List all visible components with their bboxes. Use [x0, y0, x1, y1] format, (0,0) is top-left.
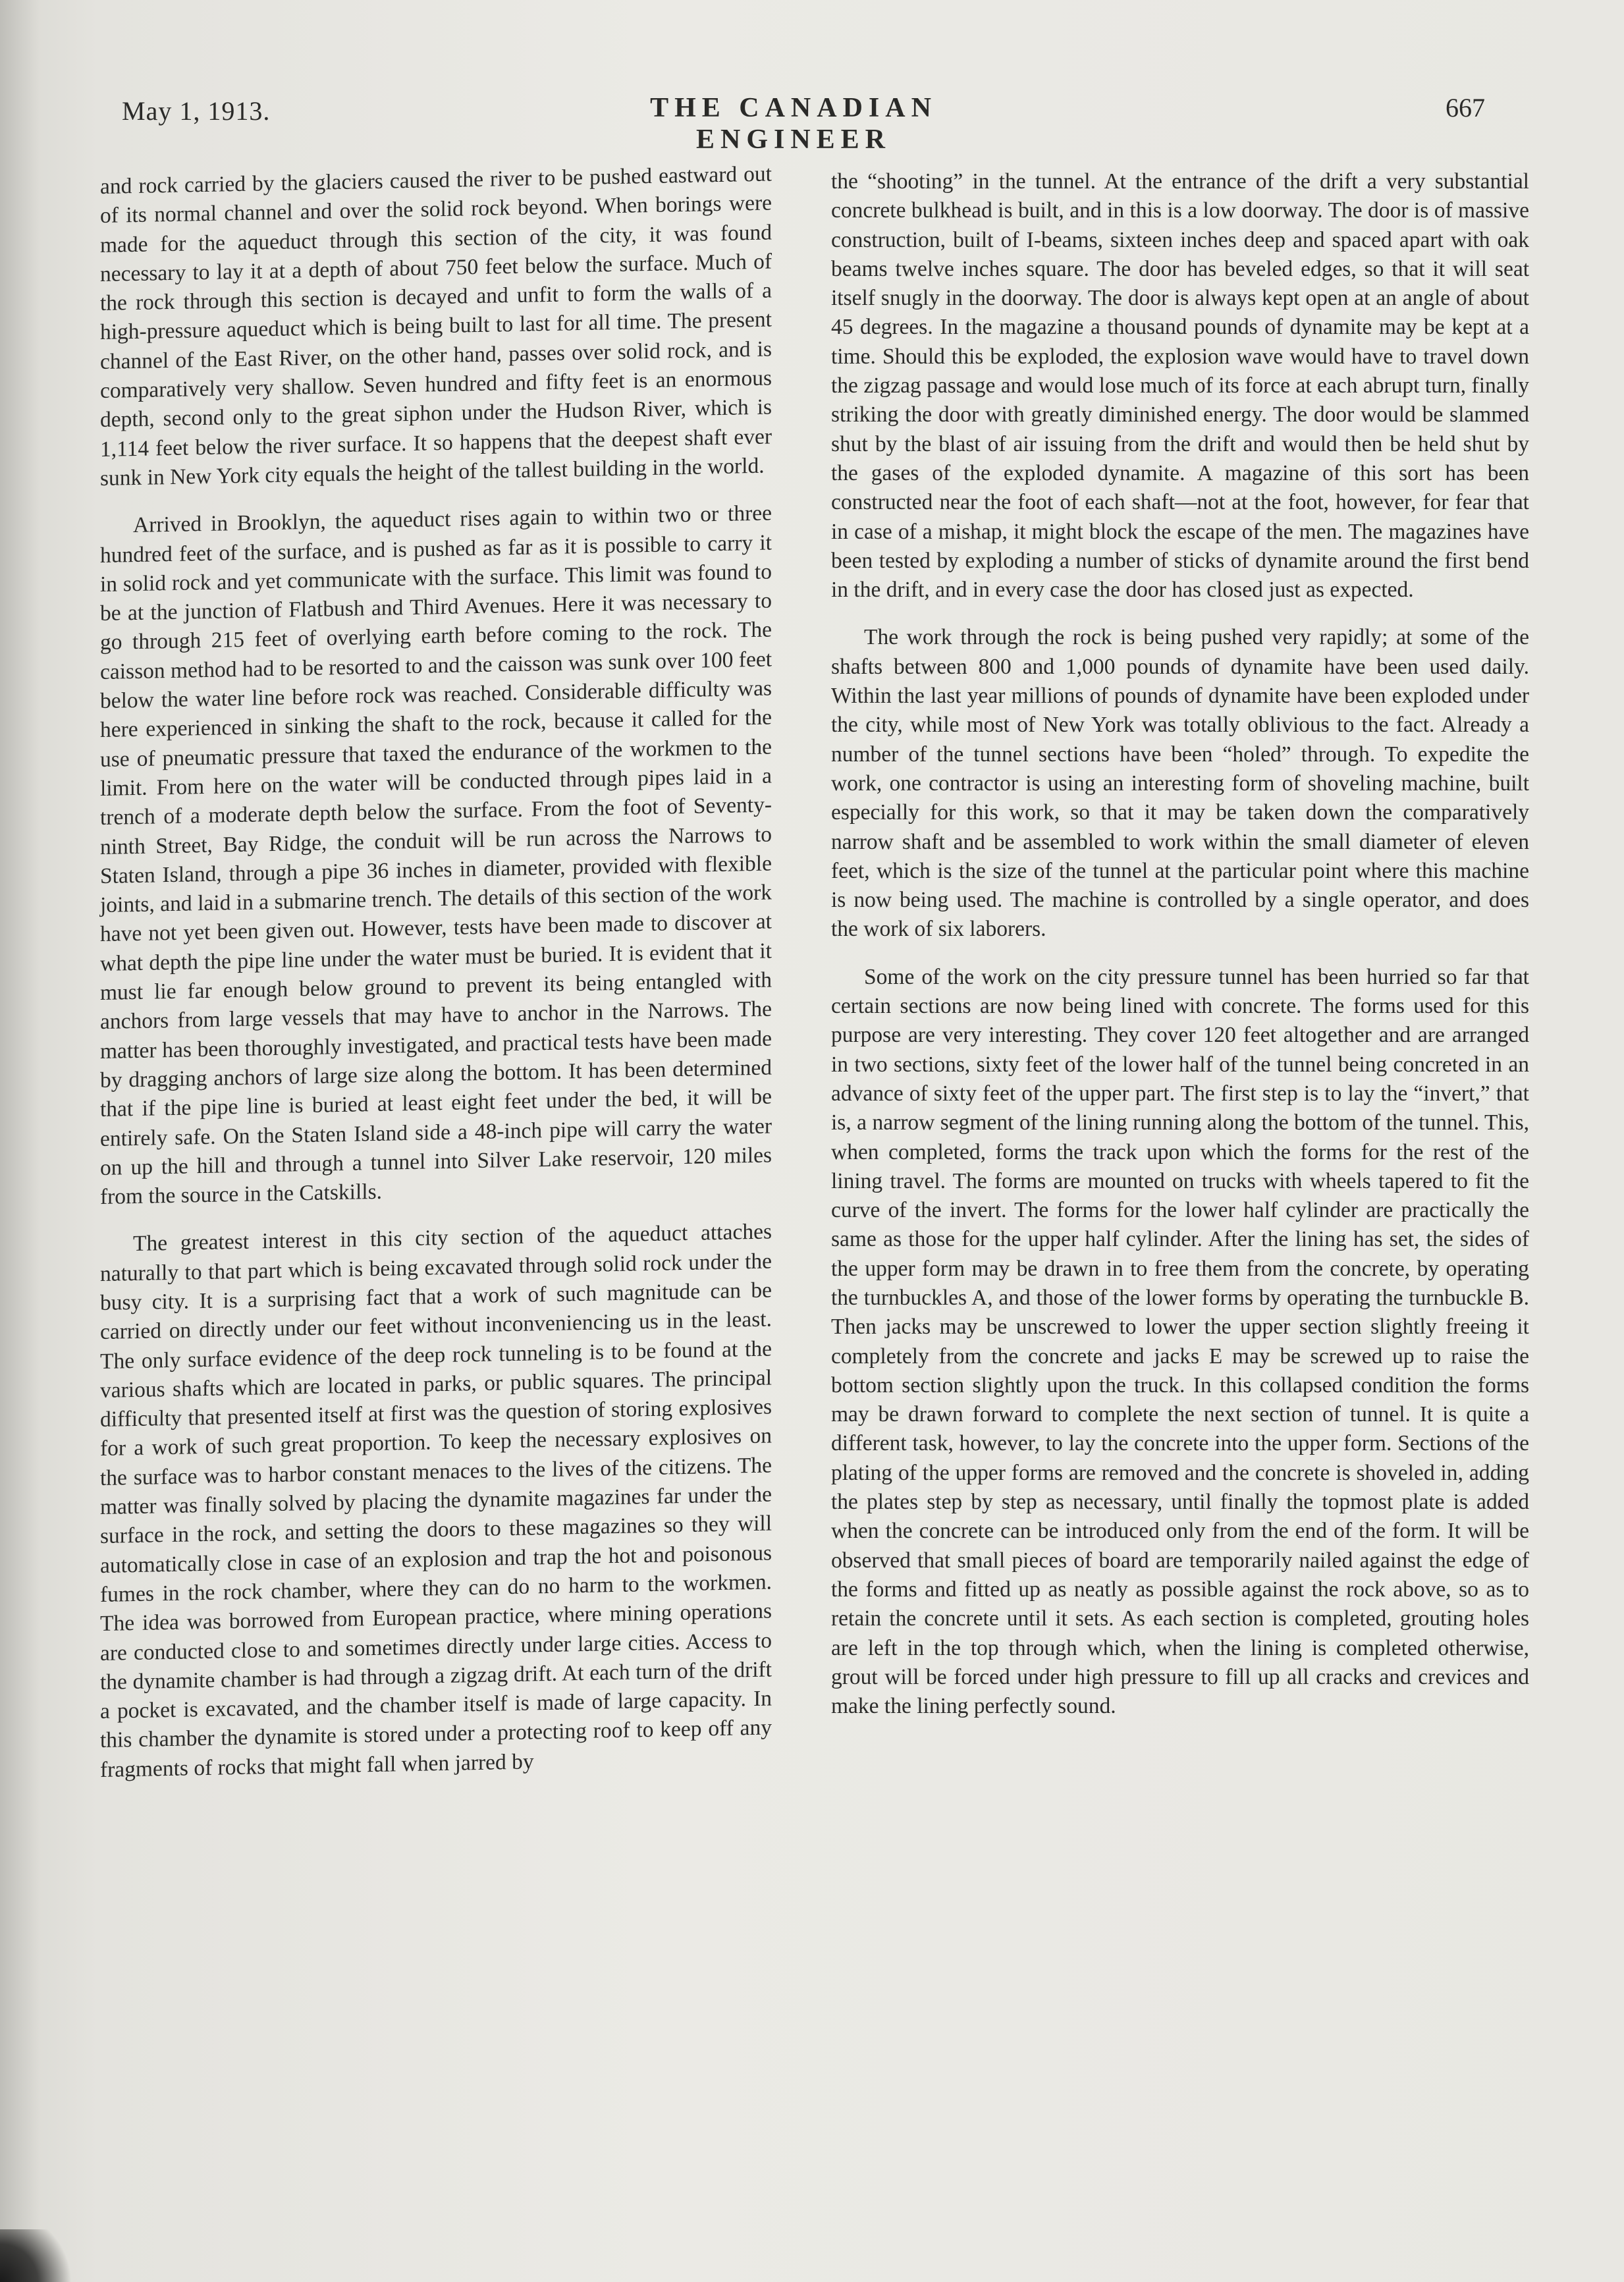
paragraph: and rock carried by the glaciers caused the river to be pushed eastward out of its normal channel and over the solid rock beyond. When borings were made for the aqueduct through this section of the city, it was found necessary to lay it at a depth of about 750 feet below the surface. Much of the rock through this section is decayed and unfit to form the walls of a high-pressure aqueduct which is being built to last for all time. The present channel of the East River, on the other hand, passes over solid rock, and is comparatively very shallow. Seven hundred and fifty feet is an enormous depth, second only to the great siphon under the Hudson River, which is 1,114 feet below the river surface. It so happens that the deepest shaft ever sunk in New York city equals the height of the tallest building in the world.: [100, 161, 772, 491]
right-column: [831, 167, 1529, 1721]
paragraph: The greatest interest in this city section of the aqueduct attaches naturally to that part which is being excavated through solid rock under the busy city. It is a surprising fact that a work of such magnitude can be carried on directly under our feet without inconveniencing us in the least. The only surface evidence of the deep rock tunneling is to be found at the various shafts which are located in parks, or public squares. The principal difficulty that presented itself at first was the question of storing explosives for a work of such great proportion. To keep the necessary explosives on the surface was to harbor constant menaces to the lives of the citizens. The matter was finally solved by placing the dynamite magazines far under the surface in the rock, and setting the doors to these magazines so they will automatically close in case of an explosion and trap the hot and poisonous fumes in the rock chamber, where they can do no harm to the workmen. The idea was borrowed from European practice, where mining operations are conducted close to and sometimes directly under large cities. Access to the dynamite chamber is had through a zigzag drift. At each turn of the drift a pocket is excavated, and the chamber itself is made of large capacity. In this chamber the dynamite is stored under a protecting roof to keep off any fragments of rocks that might fall when jarred by: [100, 1219, 772, 1782]
page-corner-shadow: [0, 2229, 79, 2282]
binding-shadow: [0, 0, 40, 2282]
paragraph: the “shooting” in the tunnel. At the entrance of the drift a very substantial concrete bulkhead is built, and in this is a low doorway. The door is of massive construction, built of I-beams, sixteen inches deep and spaced apart with oak beams twelve inches square. The door has beveled edges, so that it will seat itself snugly in the doorway. The door is always kept open at an angle of about 45 degrees. In the magazine a thousand pounds of dynamite may be kept at a time. Should this be exploded, the explosion wave would have to travel down the zigzag passage and would lose much of its force at each abrupt turn, finally striking the door with greatly diminished energy. The door would be slammed shut by the blast of air issuing from the drift and would then be held shut by the gases of the exploded dynamite. A magazine of this sort has been constructed near the foot of each shaft—not at the foot, however, for fear that in case of a mishap, it might block the escape of the men. The magazines have been tested by exploding a number of sticks of dynamite around the first bend in the drift, and in every case the door has closed just as expected.: [831, 169, 1529, 603]
left-column: [100, 159, 772, 1785]
issue-date: May 1, 1913.: [122, 96, 271, 126]
page-header: [122, 89, 1485, 155]
paragraph: The work through the rock is being pushed very rapidly; at some of the shafts between 800 and 1,000 pounds of dynamite have been used daily. Within the last year millions of pounds of dynamite have been exploded under the city, while most of New York was totally oblivious to the fact. Already a number of the tunnel sections have been “holed” through. To expedite the work, one contractor is using an interesting form of shoveling machine, built especially for this work, so that it may be taken down the comparatively narrow shaft and be assembled to work within the small diameter of eleven feet, which is the size of the tunnel at the particular point where this machine is now being used. The machine is controlled by a single operator, and does the work of six laborers.: [831, 625, 1529, 942]
paragraph: Arrived in Brooklyn, the aqueduct rises again to within two or three hundred feet of the surface, and is pushed as far as it is possible to carry it in solid rock and yet communicate with the surface. This limit was found to be at the junction of Flatbush and Third Avenues. Here it was necessary to go through 215 feet of overlying earth before coming to the rock. The caisson method had to be resorted to and the caisson was sunk over 100 feet below the water line before rock was reached. Considerable difficulty was here experienced in sinking the shaft to the rock, because it called for the use of pneumatic pressure that taxed the endurance of the workmen to the limit. From here on the water will be conducted through pipes laid in a trench of a moderate depth below the surface. From the foot of Seventy-ninth Street, Bay Ridge, the conduit will be run across the Narrows to Staten Island, through a pipe 36 inches in diameter, provided with flexible joints, and laid in a submarine trench. The details of this section of the work have not yet been given out. However, tests have been made to discover at what depth the pipe line under the water must be buried. It is evident that it must lie far enough below ground to prevent its being entangled with anchors from large vessels that may have to anchor in the Narrows. The matter has been thoroughly investigated, and practical tests have been made by dragging anchors of large size along the bottom. It has been determined that if the pipe line is buried at least eight feet under the bed, it will be entirely safe. On the Staten Island side a 48-inch pipe will carry the water on up the hill and through a tunnel into Silver Lake reservoir, 120 miles from the source in the Catskills.: [100, 501, 772, 1210]
publication-title: THE CANADIAN ENGINEER: [650, 93, 937, 155]
page-number: 667: [1446, 93, 1485, 122]
paragraph: Some of the work on the city pressure tunnel has been hurried so far that certain sections are now being lined with concrete. The forms used for this purpose are very interesting. They cover 120 feet altogether and are arranged in two sections, sixty feet of the lower half of the tunnel being concreted in an advance of sixty feet of the upper part. The first step is to lay the “invert,” that is, a narrow segment of the lining running along the bottom of the tunnel. This, when completed, forms the track upon which the forms for the rest of the lining travel. The forms are mounted on trucks with wheels tapered to fit the curve of the invert. The forms for the lower half cylinder are practically the same as those for the upper half cylinder. After the lining has set, the sides of the upper form may be drawn in to free them from the concrete, by operating the turnbuckles A, and those of the lower forms by operating the turnbuckle B. Then jacks may be unscrewed to lower the upper section slightly freeing it completely from the concrete and jacks E may be screwed up to raise the bottom section slightly upon the truck. In this collapsed condition the forms may be drawn forward to complete the next section of tunnel. It is quite a different task, however, to lay the concrete into the upper form. Sections of the plating of the upper forms are removed and the concrete is shoveled in, adding the plates step by step as necessary, until finally the topmost plate is added when the concrete can be introduced only from the end of the form. It will be observed that small pieces of board are temporarily nailed against the edge of the forms and fitted up as neatly as possible against the rock above, so as to retain the concrete until it sets. As each section is completed, grouting holes are left in the top through which, when the lining is completed otherwise, grout will be forced under high pressure to fill up all cracks and crevices and make the lining perfectly sound.: [831, 964, 1529, 1719]
